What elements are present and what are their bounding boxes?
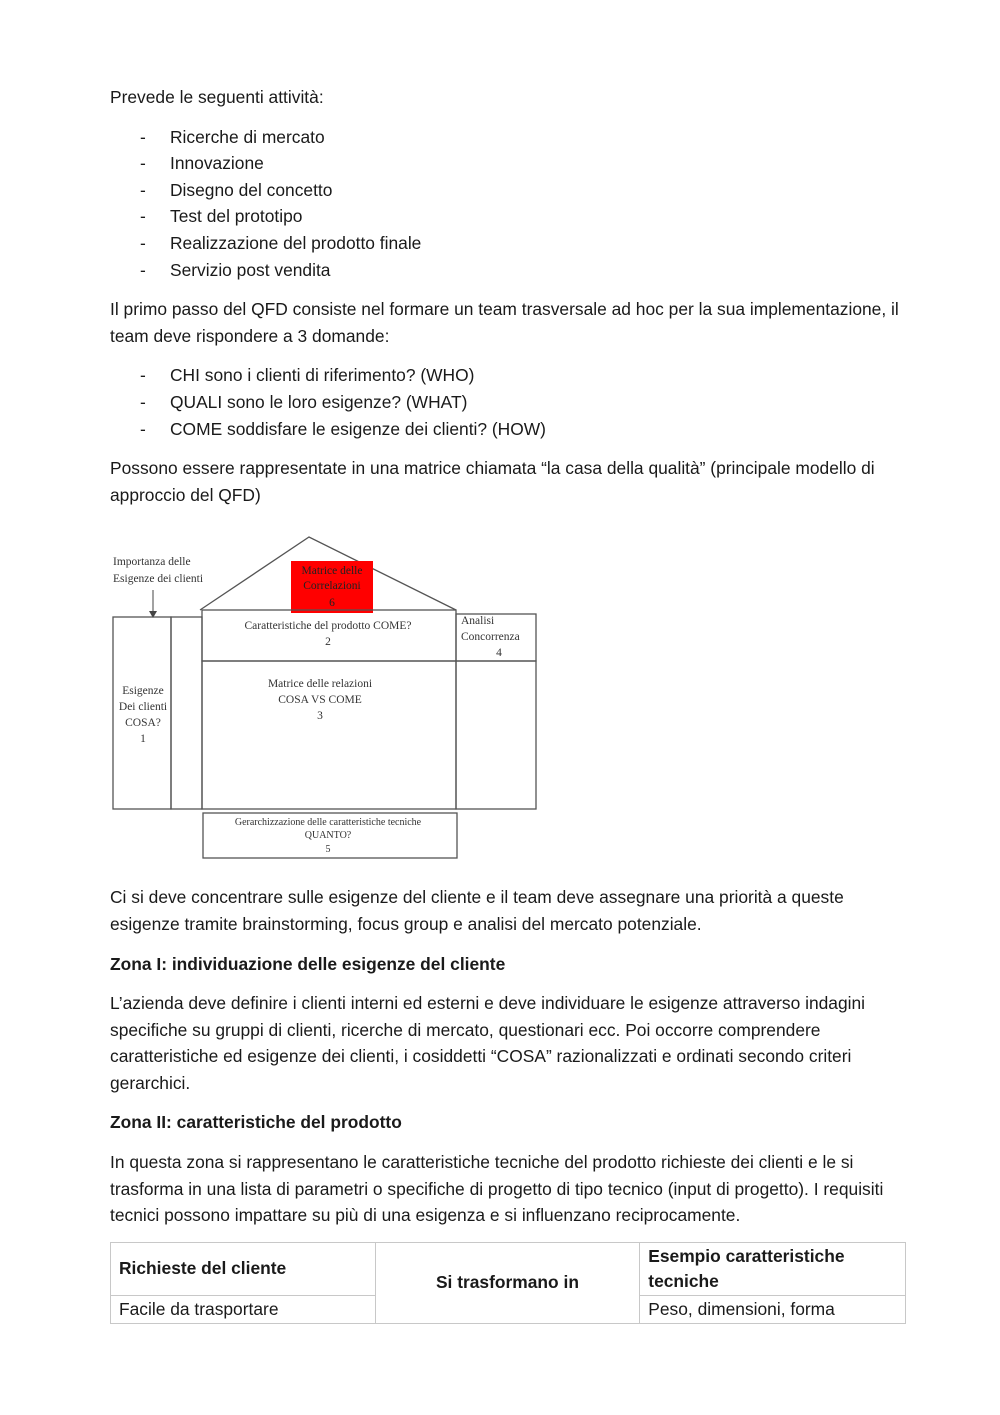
relations-number: 3 bbox=[317, 710, 323, 723]
list-item bbox=[110, 416, 906, 443]
table-header-cell: Esempio caratteristiche tecniche bbox=[640, 1242, 906, 1295]
zone1-heading: Zona I: individuazione delle esigenze del cliente bbox=[110, 953, 506, 974]
importance-label-1: Importanza delle bbox=[113, 556, 191, 569]
list-item-text: Test del prototipo bbox=[170, 206, 303, 227]
features-label: Caratteristiche del prodotto COME? bbox=[244, 620, 412, 633]
list-item bbox=[110, 124, 906, 151]
needs-column bbox=[113, 617, 171, 809]
bullet-dash: - bbox=[140, 153, 146, 174]
competition-column bbox=[456, 661, 536, 809]
bullet-dash: - bbox=[140, 126, 146, 147]
list-item-text: QUALI sono le loro esigenze? (WHAT) bbox=[170, 391, 468, 412]
list-item-text: Servizio post vendita bbox=[170, 259, 331, 280]
bullet-dash: - bbox=[140, 232, 146, 253]
list-item-text: Innovazione bbox=[170, 153, 264, 174]
features-number: 2 bbox=[325, 636, 331, 649]
bullet-dash: - bbox=[140, 259, 146, 280]
needs-label-1: Esigenze bbox=[122, 685, 164, 698]
table-row bbox=[111, 1242, 906, 1295]
zone1-paragraph: L’azienda deve definire i clienti interni ed esterni e deve individuare le esigenze attraverso indagini specifiche su gruppi di clienti, ricerche di mercato, questionari ecc. Poi occorre comprendere caratteristiche ed esigenze dei clienti, i cosiddetti “COSA” razionalizzati e ordinati secondo criteri gerarchici. bbox=[110, 993, 866, 1093]
house-of-quality-diagram bbox=[110, 532, 550, 862]
matrix-paragraph: Possono essere rappresentate in una matrice chiamata “la casa della qualità” (principale modello di approccio del QFD) bbox=[110, 458, 875, 505]
bullet-dash: - bbox=[140, 206, 146, 227]
correlations-number: 6 bbox=[329, 597, 335, 610]
list-item bbox=[110, 203, 906, 230]
competition-number: 4 bbox=[496, 647, 502, 660]
document-page bbox=[110, 84, 906, 1324]
table-cell: Facile da trasportare bbox=[111, 1295, 376, 1323]
list-item bbox=[110, 362, 906, 389]
hierarchy-label-1: Gerarchizzazione delle caratteristiche tecniche bbox=[234, 817, 422, 829]
competition-label-2: Concorrenza bbox=[461, 631, 520, 644]
list-item-text: Realizzazione del prodotto finale bbox=[170, 232, 422, 253]
bullet-dash: - bbox=[140, 365, 146, 386]
correlations-label-2: Correlazioni bbox=[303, 580, 361, 593]
importance-label-2: Esigenze dei clienti bbox=[113, 573, 204, 586]
list-item bbox=[110, 177, 906, 204]
questions-list bbox=[110, 362, 906, 442]
table-header-cell: Si trasformano in bbox=[375, 1242, 640, 1323]
table-header-cell: Richieste del cliente bbox=[111, 1242, 376, 1295]
needs-label-2: Dei clienti bbox=[118, 701, 168, 714]
requirements-table bbox=[110, 1242, 906, 1324]
competition-label-1: Analisi bbox=[461, 615, 495, 628]
importance-column bbox=[171, 617, 202, 809]
list-item bbox=[110, 389, 906, 416]
needs-label-3: COSA? bbox=[125, 717, 161, 730]
focus-paragraph: Ci si deve concentrare sulle esigenze del cliente e il team deve assegnare una priorità a queste esigenze tramite brainstorming, focus group e analisi del mercato potenziale. bbox=[110, 887, 844, 934]
bullet-dash: - bbox=[140, 418, 146, 439]
intro-text: Prevede le seguenti attività: bbox=[110, 87, 324, 107]
zone2-heading: Zona II: caratteristiche del prodotto bbox=[110, 1112, 402, 1133]
team-paragraph: Il primo passo del QFD consiste nel formare un team trasversale ad hoc per la sua implementazione, il team deve rispondere a 3 domande: bbox=[110, 299, 899, 346]
relations-label-2: COSA VS COME bbox=[278, 694, 362, 707]
hierarchy-label-2: QUANTO? bbox=[304, 830, 352, 842]
table-cell: Peso, dimensioni, forma bbox=[640, 1295, 906, 1323]
list-item bbox=[110, 257, 906, 284]
activities-list bbox=[110, 124, 906, 284]
hierarchy-number: 5 bbox=[325, 844, 331, 856]
list-item bbox=[110, 150, 906, 177]
bullet-dash: - bbox=[140, 179, 146, 200]
correlations-label-1: Matrice delle bbox=[301, 565, 363, 578]
zone2-paragraph: In questa zona si rappresentano le caratteristiche tecniche del prodotto richieste dei clienti e le si trasforma in una lista di parametri o specifiche di progetto di tipo tecnico (input di progetto). I requisiti tecnici possono impattare su più di una esigenza e si influenzano reciprocamente. bbox=[110, 1152, 884, 1226]
needs-number: 1 bbox=[140, 733, 146, 746]
list-item-text: COME soddisfare le esigenze dei clienti? (HOW) bbox=[170, 418, 546, 439]
list-item-text: CHI sono i clienti di riferimento? (WHO) bbox=[170, 365, 475, 386]
relations-label-1: Matrice delle relazioni bbox=[267, 678, 373, 691]
bullet-dash: - bbox=[140, 391, 146, 412]
list-item bbox=[110, 230, 906, 257]
list-item-text: Disegno del concetto bbox=[170, 179, 333, 200]
list-item-text: Ricerche di mercato bbox=[170, 126, 325, 147]
